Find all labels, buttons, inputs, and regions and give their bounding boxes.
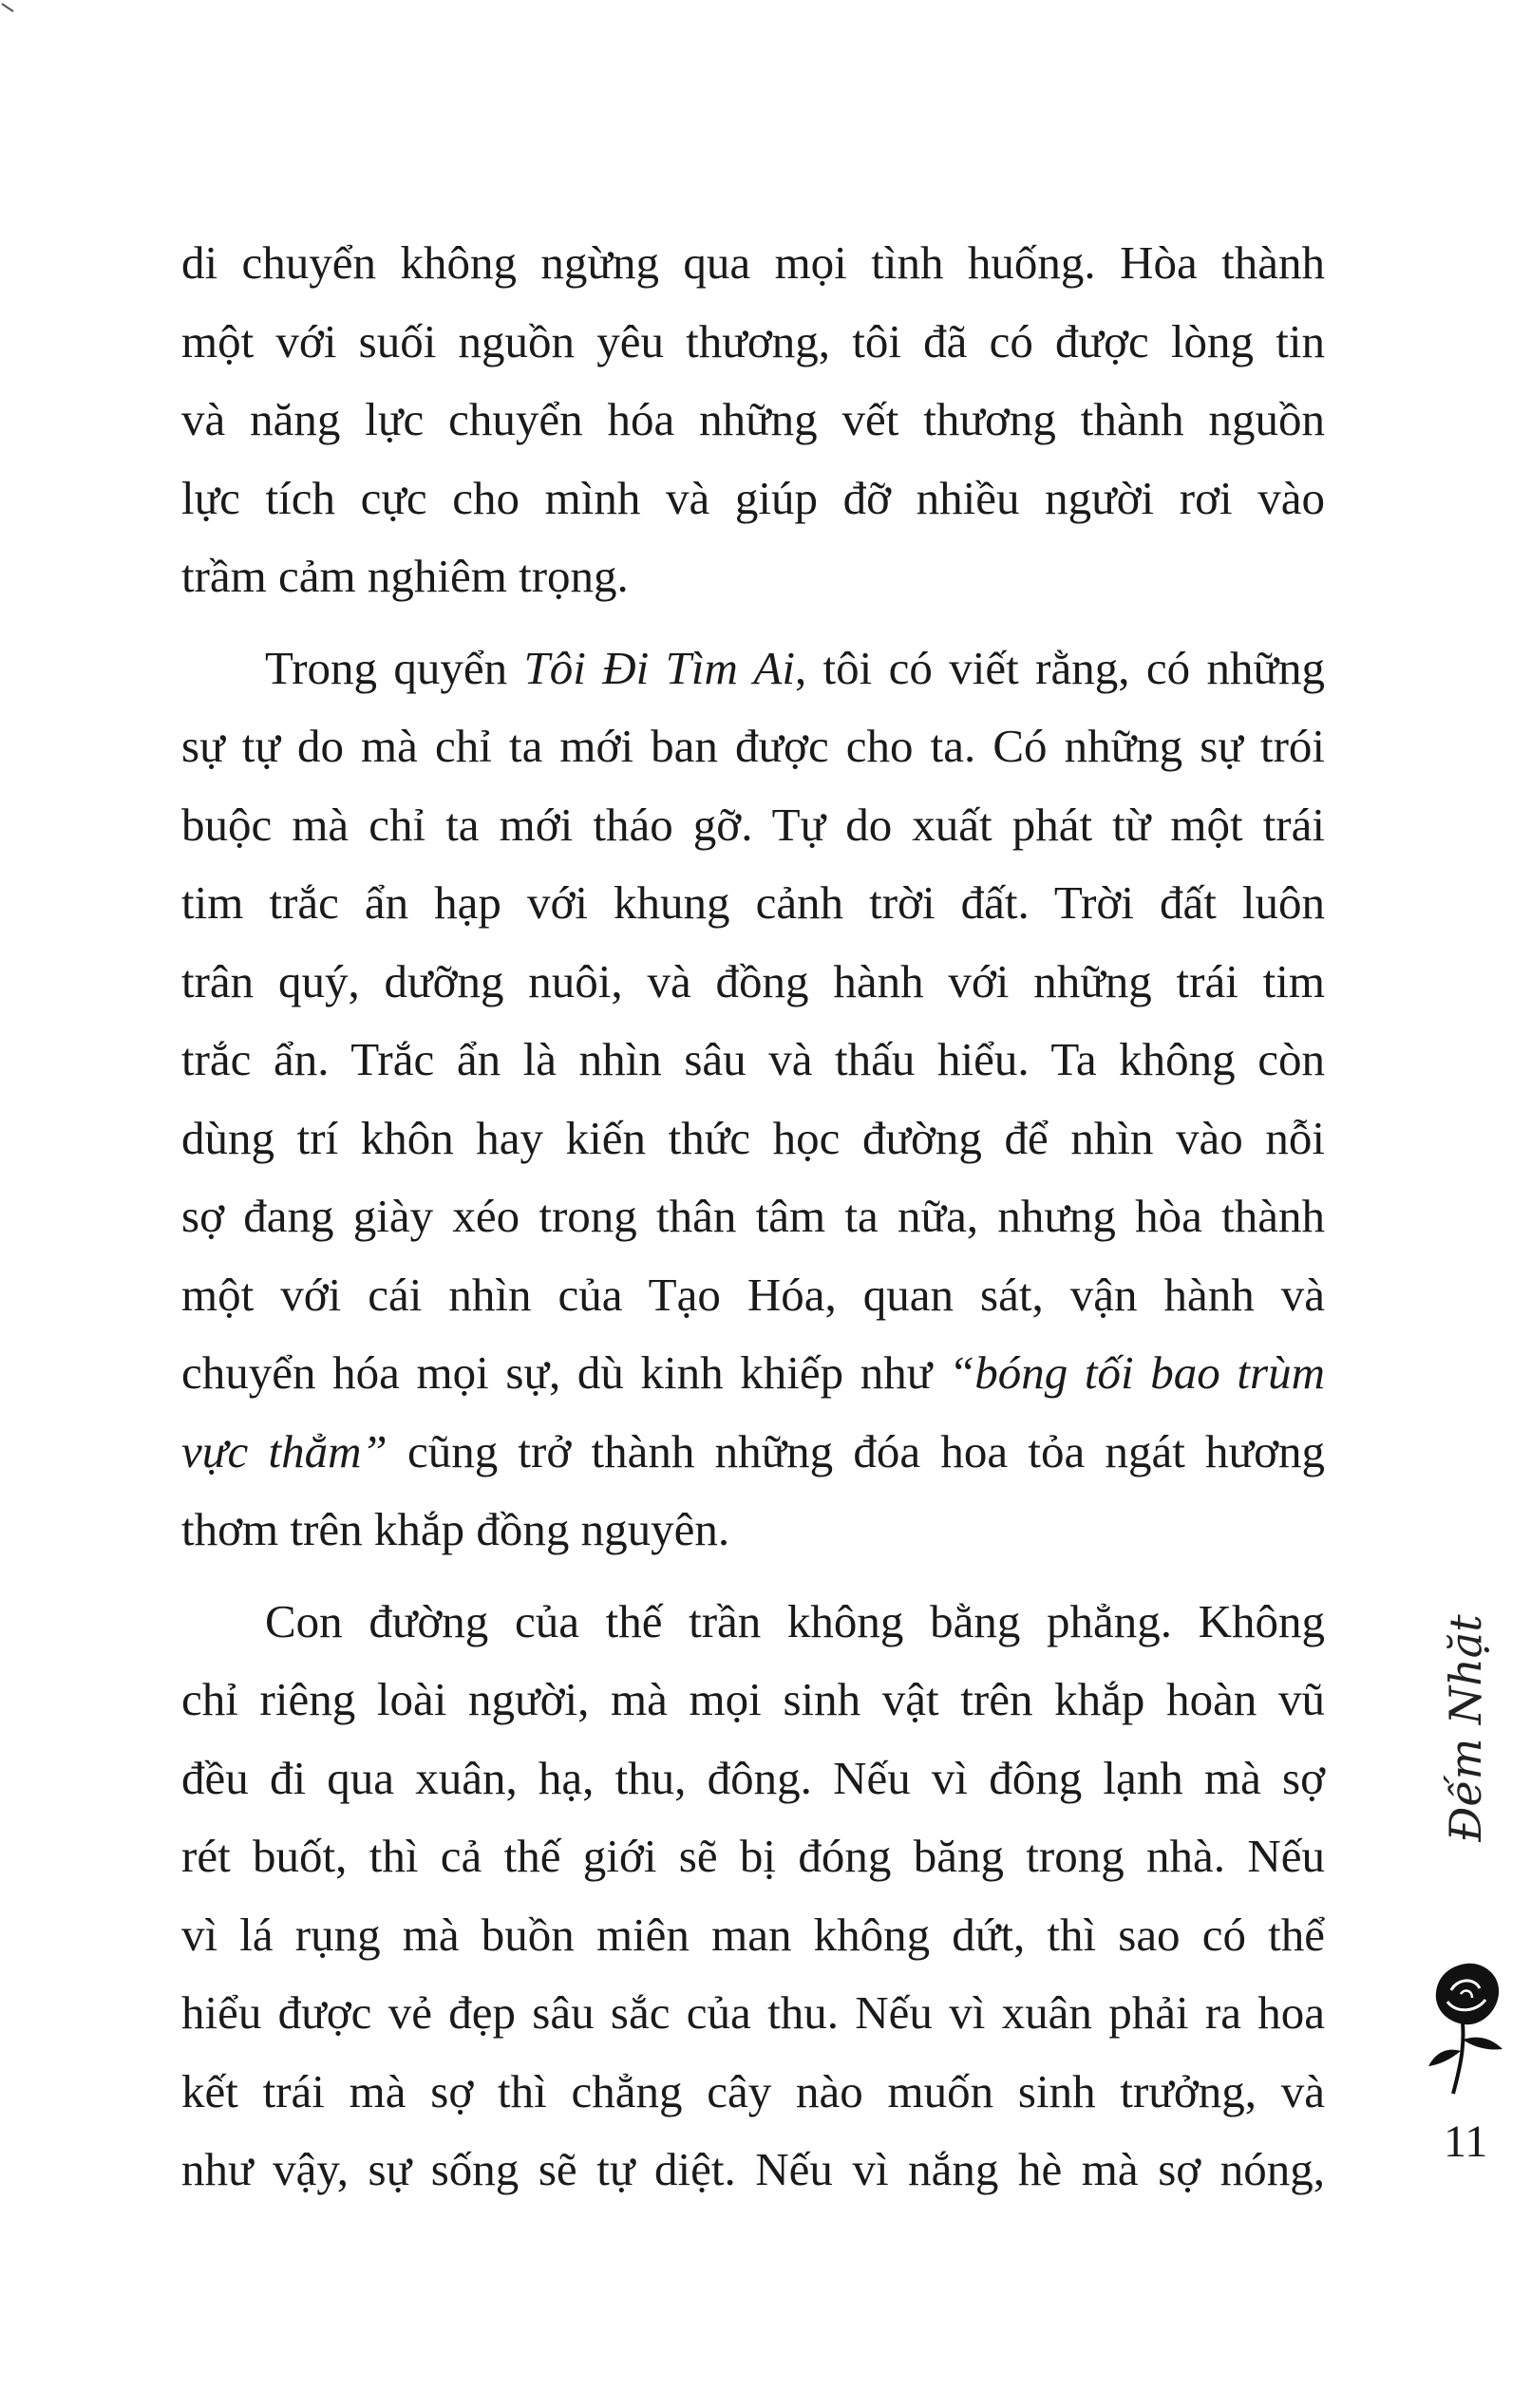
body-text bbox=[181, 224, 1325, 2210]
text-line: chỉ riêng loài người, mà mọi sinh vật trên khắp hoàn vũ bbox=[181, 1673, 1325, 1725]
text-line: và năng lực chuyển hóa những vết thương thành nguồn bbox=[181, 393, 1325, 445]
text-line: một với suối nguồn yêu thương, tôi đã có được lòng tin bbox=[181, 314, 1325, 367]
text-line: sợ đang giày xéo trong thân tâm ta nữa, nhưng hòa thành bbox=[181, 1190, 1325, 1242]
book-title: Tôi Đi Tìm Ai bbox=[523, 641, 795, 694]
quote-end: vực thẳm” bbox=[181, 1424, 387, 1477]
text-line-with-quote: vực thẳm” cũng trở thành những đóa hoa tỏa ngát hương bbox=[181, 1424, 1326, 1477]
text-line: một với cái nhìn của Tạo Hóa, quan sát, vận hành và bbox=[181, 1268, 1325, 1321]
text-line-with-quote: chuyển hóa mọi sự, dù kinh khiếp như “bóng tối bao trùm bbox=[181, 1346, 1325, 1399]
text-line: hiểu được vẻ đẹp sâu sắc của thu. Nếu vì xuân phải ra hoa bbox=[181, 1986, 1325, 2039]
text-line: lực tích cực cho mình và giúp đỡ nhiều người rơi vào bbox=[181, 471, 1325, 524]
text-line: trầm cảm nghiêm trọng. bbox=[181, 550, 629, 602]
text-line: di chuyển không ngừng qua mọi tình huống. Hòa thành bbox=[181, 236, 1325, 289]
rose-icon bbox=[1425, 1956, 1508, 2098]
text-line: dùng trí khôn hay kiến thức học đường để nhìn vào nỗi bbox=[181, 1111, 1325, 1164]
text-line: vì lá rụng mà buồn miên man không dứt, thì sao có thể bbox=[181, 1908, 1325, 1961]
text-line: rét buốt, thì cả thế giới sẽ bị đóng băng trong nhà. Nếu bbox=[181, 1830, 1325, 1882]
scan-mark bbox=[0, 0, 38, 28]
text-line: trắc ẩn. Trắc ẩn là nhìn sâu và thấu hiểu. Ta không còn bbox=[181, 1033, 1325, 1085]
page-number: 11 bbox=[1444, 2116, 1488, 2167]
text-line: kết trái mà sợ thì chẳng cây nào muốn sinh trưởng, và bbox=[181, 2064, 1325, 2117]
side-signature bbox=[1423, 1548, 1508, 1909]
text-line: thơm trên khắp đồng nguyên. bbox=[181, 1503, 730, 1555]
text-line: như vậy, sự sống sẽ tự diệt. Nếu vì nắng hè mà sợ nóng, bbox=[181, 2143, 1325, 2195]
text-line: đều đi qua xuân, hạ, thu, đông. Nếu vì đông lạnh mà sợ bbox=[181, 1751, 1325, 1804]
text-line: trân quý, dưỡng nuôi, và đồng hành với những trái tim bbox=[181, 954, 1325, 1007]
quote-start: “bóng tối bao trùm bbox=[949, 1346, 1325, 1399]
text-line: tim trắc ẩn hạp với khung cảnh trời đất. Trời đất luôn bbox=[181, 876, 1325, 929]
text-line-with-title: Trong quyển Tôi Đi Tìm Ai, tôi có viết rằng, có những bbox=[265, 641, 1326, 694]
side-signature-text: Đếm Nhặt bbox=[1440, 1614, 1491, 1842]
text-line: sự tự do mà chỉ ta mới ban được cho ta. Có những sự trói bbox=[181, 720, 1325, 772]
text-line: Con đường của thế trần không bằng phẳng. Không bbox=[265, 1594, 1325, 1647]
text-line: buộc mà chỉ ta mới tháo gỡ. Tự do xuất phát từ một trái bbox=[181, 798, 1325, 851]
